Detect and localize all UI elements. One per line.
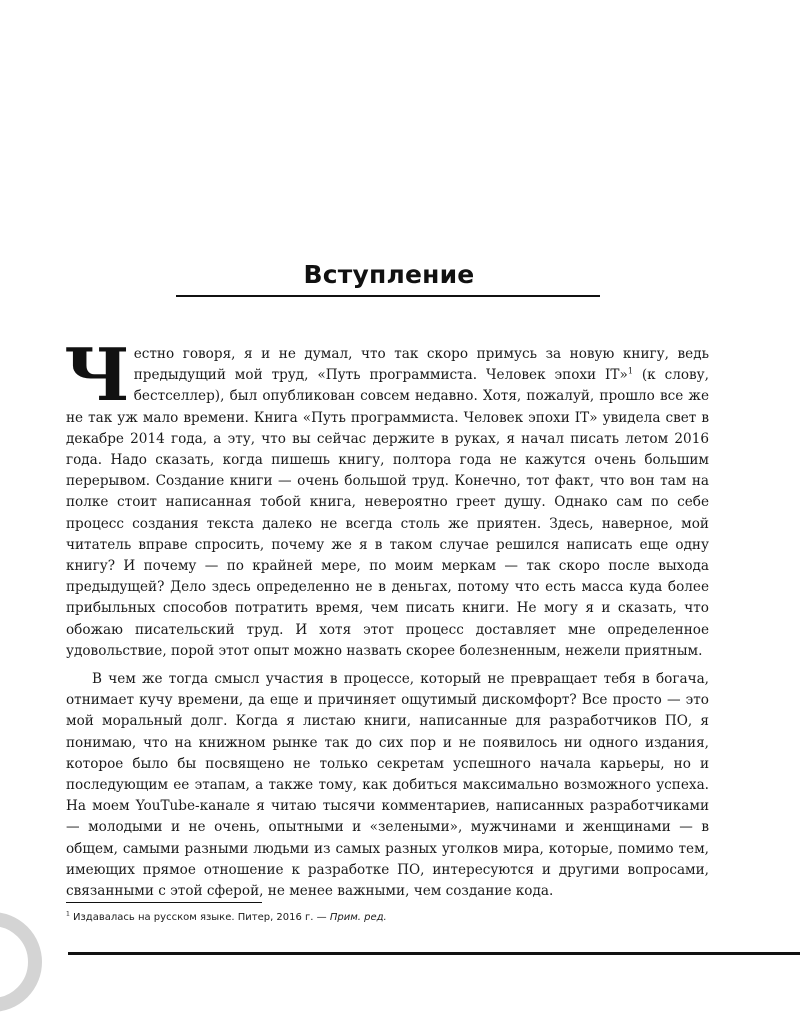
footnote-reference[interactable]: 1 <box>627 366 633 376</box>
title-underline <box>176 295 600 297</box>
paragraph-2: В чем же тогда смысл участия в процессе, который не превращает тебя в богача, отнимает кучу времени, да еще и причиняет ощутимый дискомфорт? Все просто — это мой моральный долг. Когда я листаю книги, написанные для разработчиков ПО, я понимаю, что на книжном рынке так до сих пор и не появилось ни одного издания, которое было бы посвящено не только секретам успешного начала карьеры, но и последующим ее этапам, а также тому, как добиться максимально возможного успеха. На моем YouTube-канале я читаю тысячи комментариев, написанных разработчиками — молодыми и не очень, опытными и «зелеными», мужчинами и женщинами — в общем, самыми разными людьми из самых разных уголков мира, которые, помимо тем, имеющих прямое отношение к разработке ПО, интересуются и другими вопросами, связанными с этой сферой, не менее важными, чем создание кода. <box>66 671 709 900</box>
footnote-text: Издавалась на русском языке. Питер, 2016 г. — <box>69 912 330 923</box>
footnote-number: 1 <box>66 910 70 918</box>
drop-cap: Ч <box>64 332 130 417</box>
body-text <box>64 332 709 902</box>
corner-decoration <box>0 912 42 1012</box>
paragraph-1 <box>64 332 709 662</box>
footnote-separator <box>66 902 262 903</box>
footnote-editor-note: Прим. ред. <box>329 912 387 923</box>
paragraph-1-text-a: естно говоря, я и не думал, что так скоро примусь за новую книгу, ведь предыдущий мой труд, «Путь программиста. Человек эпохи IT» <box>133 346 709 384</box>
page-bottom-rule <box>68 952 800 955</box>
chapter-title: Вступление <box>303 259 475 289</box>
footnote <box>66 911 709 925</box>
paragraph-1-text-b: (к слову, бестселлер), был опубликован совсем недавно. Хотя, пожалуй, прошло все же не так уж мало времени. Книга «Путь программиста. Человек эпохи IT» увидела свет в декабре 2014 года, а эту, что вы сейчас держите в руках, я начал писать летом 2016 года. Надо сказать, когда пишешь книгу, полтора года не кажутся очень большим перерывом. Создание книги — очень большой труд. Конечно, тот факт, что вон там на полке стоит написанная тобой книга, невероятно греет душу. Однако сам по себе процесс создания текста далеко не всегда столь же приятен. Здесь, наверное, мой читатель вправе спросить, почему же я в таком случае решился написать еще одну книгу? И почему — по крайней мере, по моим меркам — так скоро после выхода предыдущей? Дело здесь определенно не в деньгах, потому что есть масса куда более прибыльных способов потратить время, чем писать книги. Не могу я и сказать, что обожаю писательский труд. И хотя этот процесс доставляет мне определенное удовольствие, порой этот опыт можно назвать скорее болезненным, нежели приятным. <box>66 367 709 659</box>
